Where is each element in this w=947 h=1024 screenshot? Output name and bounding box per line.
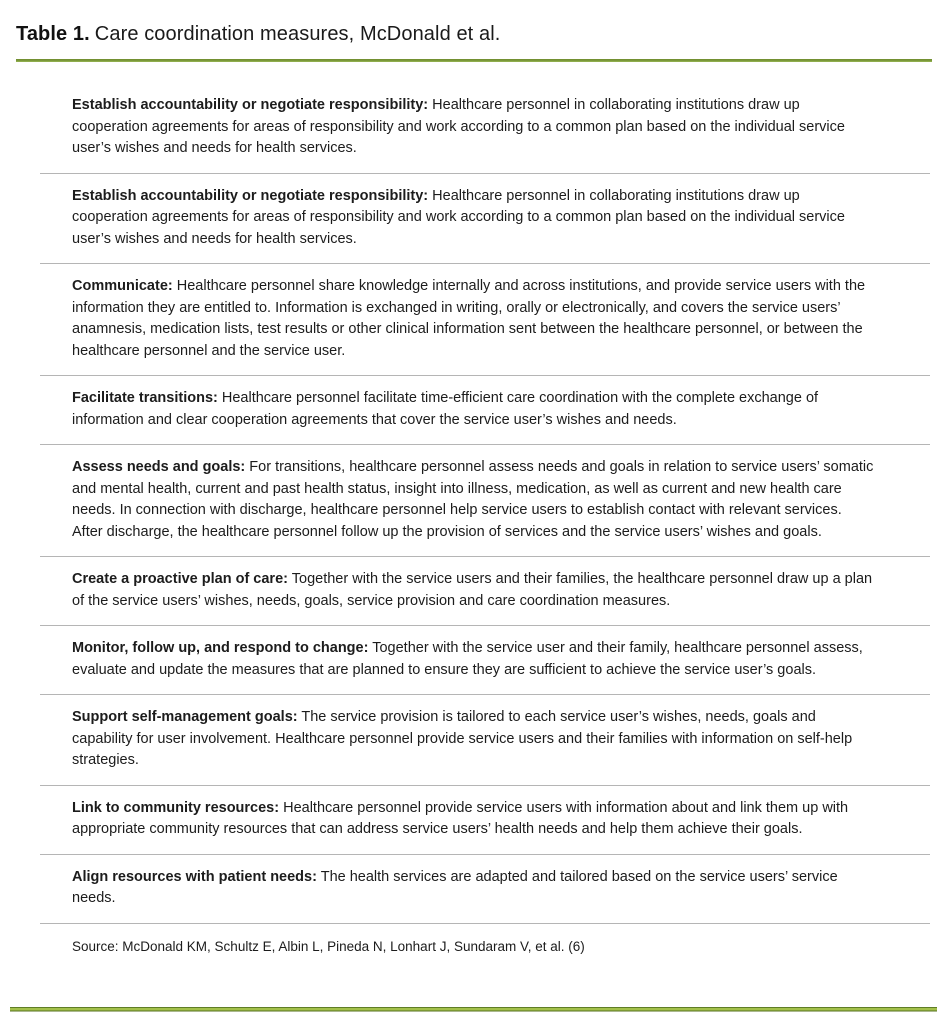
measure-text: For transitions, healthcare personnel assess needs and goals in relation to service users’ somatic and mental health, current and past health status, insight into illness, medication, as well as current and new health care needs. In connection with discharge, healthcare personnel help service users to establish contact with relevant services. After discharge, the healthcare personnel follow up the provision of services and the service users’ wishes and goals.: [72, 459, 874, 540]
measure-text: Healthcare personnel share knowledge internally and across institutions, and provide service users with the information they are entitled to. Information is exchanged in writing, orally or electronically, and covers the service users’ anamnesis, medication lists, test results or other clinical information sent between the healthcare personnel, or between the healthcare personnel and the service user.: [72, 278, 866, 359]
measure-list: [40, 83, 930, 924]
measure-label: Establish accountability or negotiate responsibility:: [72, 187, 429, 204]
measure-label: Establish accountability or negotiate responsibility:: [72, 97, 429, 113]
table-caption: Care coordination measures, McDonald et al.: [94, 23, 501, 45]
measure-text: Healthcare personnel provide service users with information about and link them up with appropriate community resources that can address service users’ health needs and help them achieve their goals.: [72, 799, 849, 837]
title-rule: [16, 59, 932, 62]
table-title: [0, 0, 947, 47]
measure-text: Healthcare personnel in collaborating institutions draw up cooperation agreements for areas of responsibility and work according to a common plan based on the individual service user’s wishes and needs for health services.: [72, 187, 845, 247]
measure-text: The health services are adapted and tailored based on the service users’ service needs.: [72, 868, 838, 906]
measure-entry: [40, 445, 930, 557]
measure-label: Facilitate transitions:: [72, 390, 218, 406]
measure-label: Communicate:: [72, 278, 173, 294]
bottom-rule: [10, 1006, 937, 1012]
measure-text: Healthcare personnel in collaborating institutions draw up cooperation agreements for areas of responsibility and work according to a common plan based on the individual service user’s wishes and needs for health services.: [72, 97, 845, 156]
measure-entry: [40, 83, 930, 174]
measure-text: The service provision is tailored to each service user’s wishes, needs, goals and capability for user involvement. Healthcare personnel provide service users and their families with information on self-help strategies.: [72, 709, 853, 768]
measure-label: Create a proactive plan of care:: [72, 571, 288, 587]
measure-entry: [40, 557, 930, 626]
measure-text: Healthcare personnel facilitate time-efficient care coordination with the complete exchange of information and clear cooperation agreements that cover the service user’s wishes and needs.: [72, 390, 819, 428]
measure-label: Support self-management goals:: [72, 709, 298, 725]
measure-entry: [40, 695, 930, 786]
source-note: Source: McDonald KM, Schultz E, Albin L, Pineda N, Lonhart J, Sundaram V, et al. (6): [72, 938, 585, 954]
measure-entry: [40, 174, 930, 265]
measure-label: Monitor, follow up, and respond to change:: [72, 640, 369, 656]
measure-entry: [40, 855, 930, 924]
measure-entry: [40, 786, 930, 855]
measure-text: Together with the service users and their families, the healthcare personnel draw up a plan of the service users’ wishes, needs, goals, service provision and care coordination measures.: [72, 571, 873, 609]
measure-entry: [40, 264, 930, 376]
measure-label: Align resources with patient needs:: [72, 868, 317, 885]
measure-label: Link to community resources:: [72, 799, 280, 816]
measure-text: Together with the service user and their family, healthcare personnel assess, evaluate and update the measures that are planned to ensure they are sufficient to achieve the service user’s goals.: [72, 640, 863, 678]
table-number: Table 1.: [16, 23, 90, 45]
measure-entry: [40, 626, 930, 695]
measure-entry: [40, 376, 930, 445]
measure-label: Assess needs and goals:: [72, 459, 246, 475]
